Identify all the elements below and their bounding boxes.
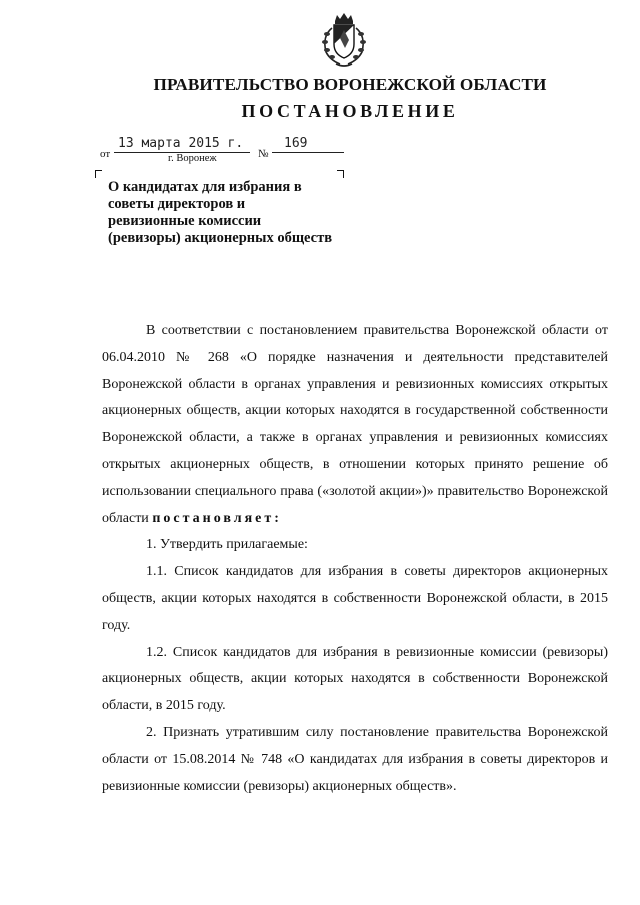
document-subject: [108, 179, 368, 247]
document-type-title: ПОСТАНОВЛЕНИЕ: [241, 101, 459, 121]
subject-line: ревизионные комиссии: [108, 213, 262, 229]
preamble-keyword: постановляет:: [152, 510, 282, 526]
preamble-text: В соответствии с постановлением правительства Воронежской области от 06.04.2010 № 268 «О порядке назначения и деятельности представителей Воронежской области в органах управления и ревизионных комиссиях открытых акционерных обществ, акции которых находятся в государственной собственности Воронежской области, а также в органах управления и ревизионных комиссиях открытых акционерных обществ, в отношении которых принято решение об использовании специального права («золотой акции»)» правительство Воронежской области: [102, 323, 608, 526]
number-value: 169: [284, 136, 308, 151]
city-label: г. Воронеж: [168, 153, 217, 164]
subject-line: (ревизоры) акционерных обществ: [108, 230, 333, 246]
subject-line: О кандидатах для избрания в: [108, 179, 302, 195]
item-1-2-paragraph: 1.2. Список кандидатов для избрания в ревизионные комиссии (ревизоры) акционерных обществ, акции которых находятся в собственности Воронежской области, в 2015 году.: [102, 644, 608, 714]
voronezh-coat-of-arms-icon: [318, 12, 370, 70]
preamble-paragraph: [102, 318, 608, 532]
item-1-paragraph: 1. Утвердить прилагаемые:: [146, 537, 308, 553]
subject-bracket-left: [95, 170, 102, 178]
number-prefix: №: [258, 148, 269, 160]
organization-title: ПРАВИТЕЛЬСТВО ВОРОНЕЖСКОЙ ОБЛАСТИ: [153, 75, 547, 94]
document-body: [102, 318, 608, 800]
item-1-1-paragraph: 1.1. Список кандидатов для избрания в советы директоров акционерных обществ, акции которых находятся в собственности Воронежской области, в 2015 году.: [102, 564, 608, 633]
subject-bracket-right: [337, 170, 344, 178]
document-meta: [100, 137, 360, 177]
date-value: 13 марта 2015 г.: [118, 136, 244, 151]
number-underline: [272, 152, 344, 153]
date-prefix: от: [100, 148, 111, 160]
subject-line: советы директоров и: [108, 196, 246, 212]
item-2-paragraph: 2. Признать утратившим силу постановление правительства Воронежской области от 15.08.2014 № 748 «О кандидатах для избрания в советы директоров и ревизионные комиссии (ревизоры) акционерных обществ».: [102, 724, 608, 794]
